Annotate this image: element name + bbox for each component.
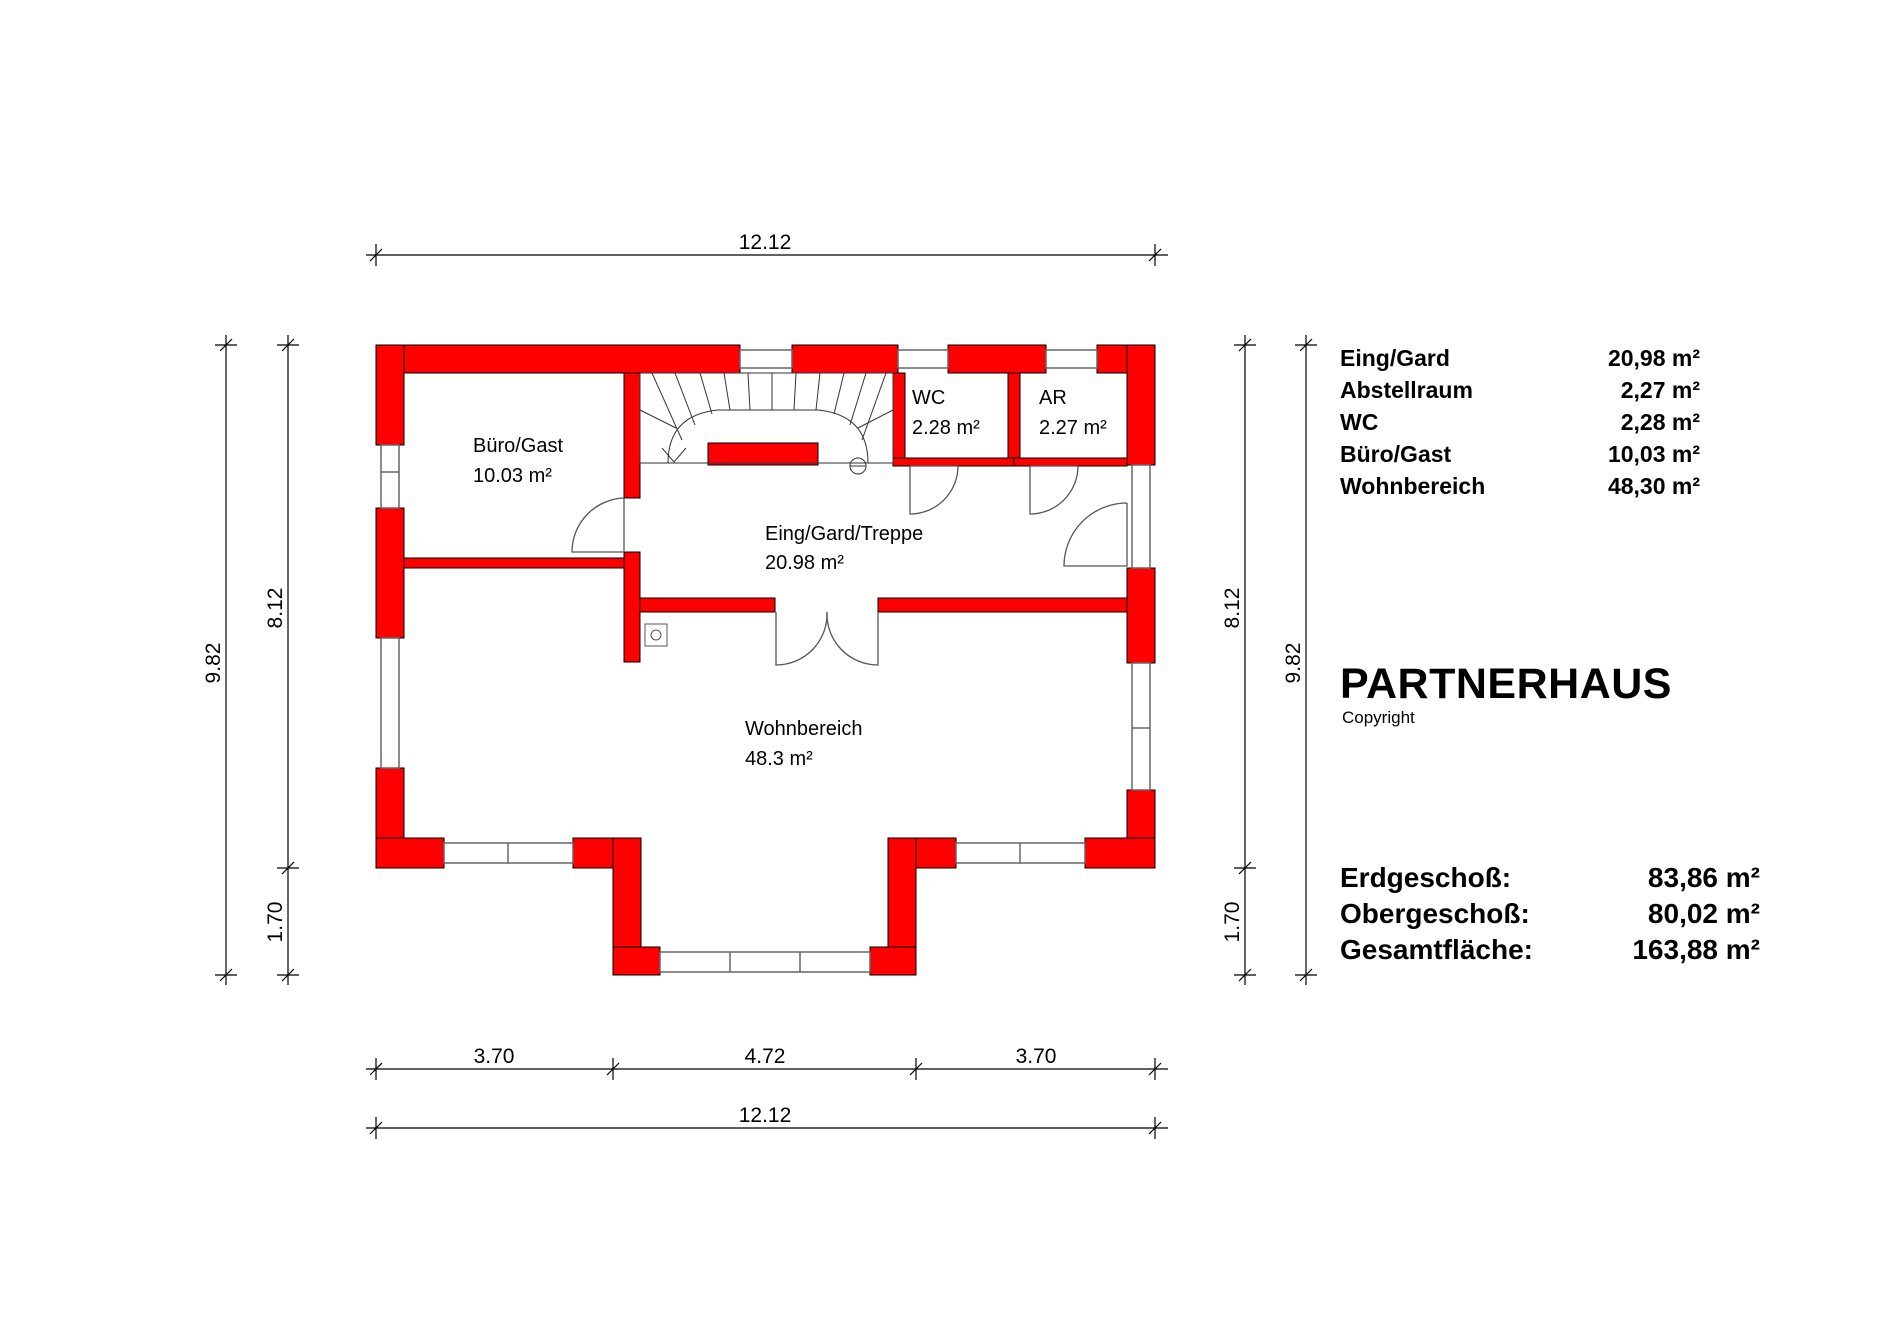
window-top-3 <box>1046 350 1097 368</box>
total-label: Gesamtfläche: <box>1340 934 1533 965</box>
area-label: Wohnbereich <box>1340 473 1486 499</box>
window-top-2 <box>898 350 948 368</box>
total-value: 80,02 m² <box>1647 898 1760 929</box>
door-living-right <box>827 612 878 665</box>
room-wc-name: WC <box>912 387 946 409</box>
room-wc-area: 2.28 m² <box>912 417 980 439</box>
brand-block <box>1340 660 1672 728</box>
stair-tread <box>652 373 682 440</box>
dim-left-total: 9.82 <box>202 642 225 684</box>
dim-left-bay: 1.70 <box>264 901 287 943</box>
stair-tread <box>862 373 886 440</box>
dim-right-main: 8.12 <box>1221 587 1244 629</box>
door-entry <box>1064 503 1127 566</box>
wall-right-2 <box>1127 568 1155 663</box>
area-row <box>1340 374 1700 406</box>
area-label: WC <box>1340 409 1379 435</box>
total-value: 83,86 m² <box>1647 862 1760 893</box>
wall-int-stair-right <box>893 373 905 463</box>
wall-int-wc-bottom <box>893 458 1014 466</box>
chimney <box>645 624 667 646</box>
stair-tread <box>834 373 844 414</box>
room-eingang-area: 20.98 m² <box>765 552 844 574</box>
wall-top-1 <box>376 345 740 373</box>
wall-left-2 <box>376 508 404 638</box>
area-value: 2,28 m² <box>1620 409 1700 435</box>
wall-int-buero-bottom <box>404 558 624 568</box>
stair-tread <box>794 373 796 410</box>
total-value: 163,88 m² <box>1632 934 1760 965</box>
dim-right-bay: 1.70 <box>1221 901 1244 943</box>
total-row <box>1340 860 1760 896</box>
door-buero <box>572 498 624 552</box>
room-ar-name: AR <box>1039 387 1067 409</box>
area-value: 48,30 m² <box>1607 473 1700 499</box>
room-buero-area: 10.03 m² <box>473 465 552 487</box>
total-label: Obergeschoß: <box>1340 898 1530 929</box>
area-row <box>1340 342 1700 374</box>
room-wohn-area: 48.3 m² <box>745 748 813 770</box>
total-row <box>1340 896 1760 932</box>
wall-right-1 <box>1127 345 1155 465</box>
stair-tread <box>858 410 893 428</box>
wall-int-stair-bottom <box>640 598 775 612</box>
total-label: Erdgeschoß: <box>1340 862 1512 893</box>
stair-tread <box>850 373 866 425</box>
dim-right-total: 9.82 <box>1282 642 1305 684</box>
area-value: 10,03 m² <box>1607 441 1700 467</box>
totals-table <box>1340 860 1760 968</box>
area-table <box>1340 342 1700 502</box>
wall-top-3 <box>948 345 1046 373</box>
stair-tread <box>724 373 730 410</box>
room-eingang-name: Eing/Gard/Treppe <box>765 523 924 545</box>
window-left-1 <box>381 445 399 508</box>
wall-left-1 <box>376 345 404 445</box>
wall-bay-left-bottom <box>613 947 660 975</box>
wall-bottom-right <box>1085 838 1155 868</box>
door-wc <box>910 466 958 514</box>
dim-bottom-overall: 12.12 <box>738 1104 792 1127</box>
area-row <box>1340 470 1700 502</box>
wall-top-2 <box>792 345 898 373</box>
stair-arrow <box>662 448 686 462</box>
area-label: Büro/Gast <box>1340 441 1452 467</box>
wall-bottom-left <box>376 838 444 868</box>
wall-int-hall-bottom <box>878 598 1127 612</box>
area-value: 2,27 m² <box>1620 377 1700 403</box>
window-top-1 <box>740 350 792 368</box>
brand-subtitle: Copyright <box>1342 708 1415 727</box>
stair-tread <box>748 373 750 410</box>
stair-tread <box>700 373 712 414</box>
area-label: Eing/Gard <box>1340 345 1450 371</box>
wall-int-ar-bottom <box>1014 458 1127 466</box>
dim-bottom-left: 3.70 <box>473 1045 515 1068</box>
dim-bottom-right: 3.70 <box>1015 1045 1057 1068</box>
stair-tread <box>675 373 695 425</box>
dim-top-overall: 12.12 <box>738 231 792 254</box>
area-row <box>1340 406 1700 438</box>
wall-int-stair-left <box>624 373 640 498</box>
room-wohn-name: Wohnbereich <box>745 718 863 740</box>
wall-int-wc-ar <box>1008 373 1020 463</box>
area-row <box>1340 438 1700 470</box>
area-label: Abstellraum <box>1340 377 1473 403</box>
area-value: 20,98 m² <box>1607 345 1700 371</box>
dim-left-main: 8.12 <box>264 587 287 629</box>
window-right-2 <box>1132 663 1150 790</box>
room-ar-area: 2.27 m² <box>1039 417 1107 439</box>
wall-int-stair-core <box>708 443 818 465</box>
wall-int-stair-left-low <box>624 552 640 662</box>
room-buero-name: Büro/Gast <box>473 435 564 457</box>
window-left-2 <box>381 638 399 768</box>
total-row <box>1340 932 1760 968</box>
stair-tread <box>816 373 820 410</box>
doors <box>572 466 1127 665</box>
window-bay <box>660 952 870 972</box>
wall-bay-right-bottom <box>870 947 916 975</box>
window-right-1 <box>1132 465 1150 568</box>
door-ar <box>1030 466 1078 514</box>
brand-title: PARTNERHAUS <box>1340 660 1672 708</box>
chimney-flue <box>651 630 661 640</box>
stair-tread <box>640 410 676 428</box>
dim-bottom-center: 4.72 <box>744 1045 786 1068</box>
door-living-left <box>776 612 827 665</box>
